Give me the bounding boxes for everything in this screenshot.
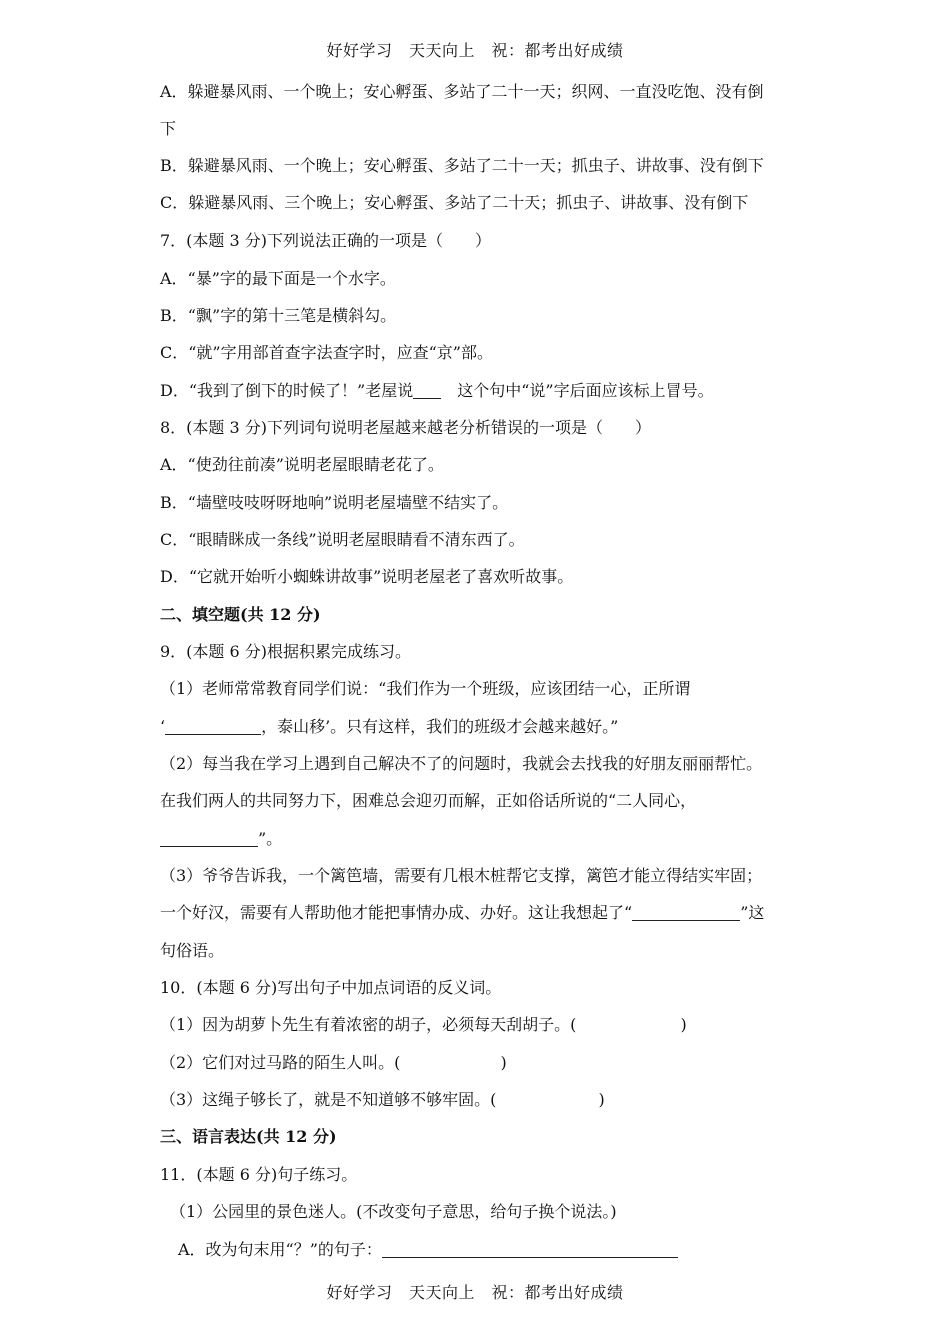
q11-part1-a-text: A．改为句末用“？”的句子： [178,1240,382,1259]
q11-part1-a [178,1238,678,1262]
q6-option-b: B．躲避暴风雨、一个晚上；安心孵蛋、多站了二十一天；抓虫子、讲故事、没有倒下 [160,156,764,175]
q10-part1-close: ) [680,1015,687,1034]
q10-part1 [160,1013,687,1037]
q10-part2-close: ) [500,1053,507,1072]
q10-stem: 10．(本题 6 分)写出句子中加点词语的反义词。 [160,978,502,997]
q7-option-c: C．“就”字用部首查字法查字时，应查“京”部。 [160,343,493,362]
q7-blank[interactable] [413,382,441,399]
q11-answer-line[interactable] [382,1241,678,1258]
q9-part1-line2 [160,715,618,739]
page-header: 好好学习 天天向上 祝：都考出好成绩 [326,41,624,60]
q9-part2-line2: 在我们两人的共同努力下，困难总会迎刃而解，正如俗话所说的“二人同心， [160,791,697,810]
q10-part2 [160,1051,507,1075]
q7-option-a: A．“暴”字的最下面是一个水字。 [160,269,396,288]
q6-option-a-line2: 下 [160,119,177,138]
q8-option-c: C．“眼睛眯成一条线”说明老屋眼睛看不清东西了。 [160,530,525,549]
q7-stem: 7．(本题 3 分)下列说法正确的一项是（ ） [160,231,492,250]
q9-stem: 9．(本题 6 分)根据积累完成练习。 [160,642,412,661]
q9-part3-line3: 句俗语。 [160,941,225,960]
q7-option-d [160,379,714,403]
q9-part3-text: 一个好汉，需要有人帮助他才能把事情办成、办好。这让我想起了“ [160,903,633,922]
q10-part1-text: （1）因为胡萝卜先生有着浓密的胡子，必须每天刮胡子。( [160,1015,577,1034]
q10-part3-text: （3）这绳子够长了，就是不知道够不够牢固。( [160,1090,497,1109]
q6-option-c: C．躲避暴风雨、三个晚上；安心孵蛋、多站了二十天；抓虫子、讲故事、没有倒下 [160,193,749,212]
q9-blank-3[interactable] [632,904,740,921]
section-2-title: 二、填空题(共 12 分) [160,605,321,624]
q7-option-d-text: D．“我到了倒下的时候了！”老屋说 [160,381,414,400]
section-3-title: 三、语言表达(共 12 分) [160,1127,337,1146]
q7-option-b: B．“飘”字的第十三笔是横斜勾。 [160,306,397,325]
q8-option-a: A．“使劲往前凑”说明老屋眼睛老花了。 [160,455,444,474]
q9-part1-line1: （1）老师常常教育同学们说：“我们作为一个班级，应该团结一心，正所谓 [160,679,691,698]
q10-part3 [160,1088,605,1112]
q8-option-d: D．“它就开始听小蜘蛛讲故事”说明老屋老了喜欢听故事。 [160,567,574,586]
q6-option-a-line1: A．躲避暴风雨、一个晚上；安心孵蛋、多站了二十一天；织网、一直没吃饱、没有倒 [160,82,764,101]
q9-part1-quote: ‘ [160,717,166,736]
q11-part1: （1）公园里的景色迷人。(不改变句子意思，给句子换个说法。) [170,1202,617,1221]
q8-stem: 8．(本题 3 分)下列词句说明老屋越来越老分析错误的一项是（ ） [160,418,652,437]
q9-blank-1[interactable] [165,718,261,735]
q8-option-b: B．“墙壁吱吱呀呀地响”说明老屋墙壁不结实了。 [160,493,509,512]
q9-part3-tail: ”这 [740,903,765,922]
q10-part3-close: ) [598,1090,605,1109]
q9-part3-line1: （3）爷爷告诉我，一个篱笆墙，需要有几根木桩帮它支撑，篱笆才能立得结实牢固； [160,866,763,885]
q11-stem: 11．(本题 6 分)句子练习。 [160,1165,358,1184]
q10-part2-text: （2）它们对过马路的陌生人叫。( [160,1053,401,1072]
q7-option-d-text-2: 这个句中“说”字后面应该标上冒号。 [457,381,714,400]
q9-part2-tail: ”。 [258,829,283,848]
page-footer: 好好学习 天天向上 祝：都考出好成绩 [326,1283,624,1302]
q9-part3-line2 [160,901,764,925]
q9-part2-line1: （2）每当我在学习上遇到自己解决不了的问题时，我就会去找我的好朋友丽丽帮忙。 [160,754,763,773]
q9-blank-2[interactable] [160,830,258,847]
q9-part2-line3 [160,827,282,851]
q9-part1-tail: ，泰山移’。只有这样，我们的班级才会越来越好。” [261,717,619,736]
